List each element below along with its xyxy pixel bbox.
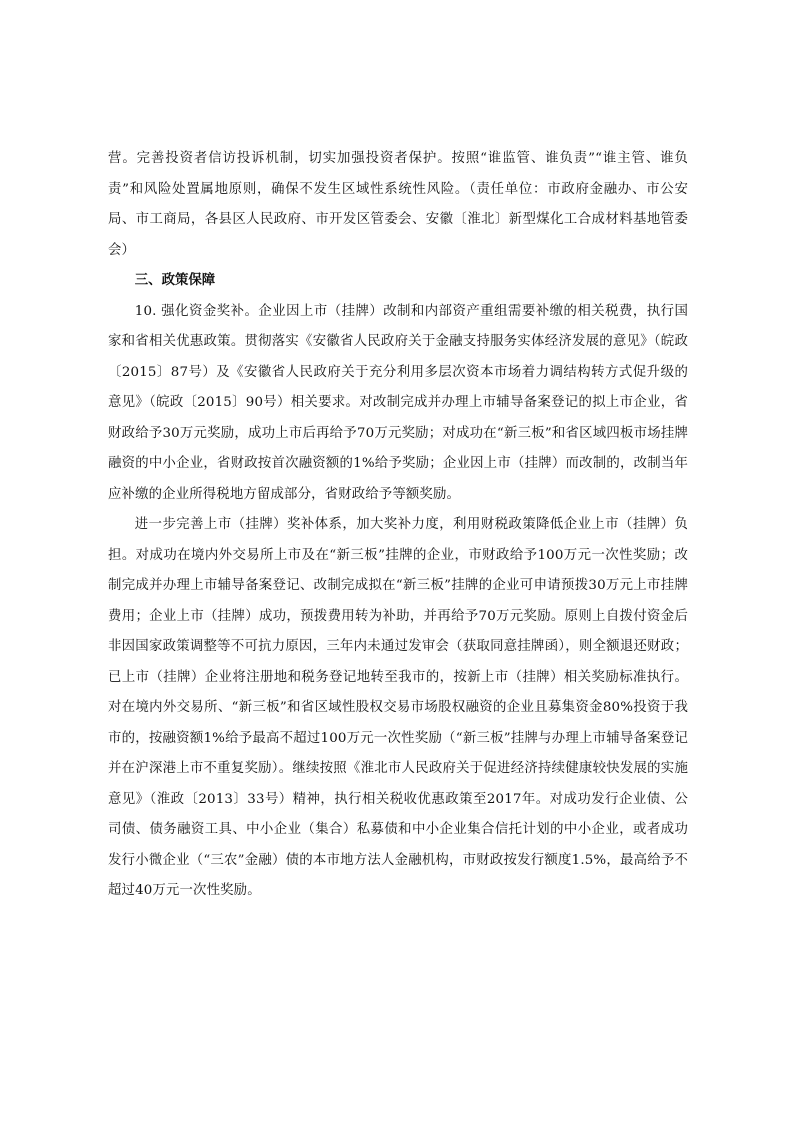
paragraph-continuation: 营。完善投资者信访投诉机制，切实加强投资者保护。按照“谁监管、谁负责”“谁主管、谁负责”和风险处置属地原则，确保不发生区域性系统性风险。（责任单位：市政府金融办、市公安局、市工商局，各县区人民政府、市开发区管委会、安徽〔淮北〕新型煤化工合成材料基地管委会） bbox=[108, 151, 688, 258]
section-heading: 三、政策保障 bbox=[134, 273, 216, 288]
paragraph-reward-system: 进一步完善上市（挂牌）奖补体系，加大奖补力度，利用财税政策降低企业上市（挂牌）负担。对成功在境内外交易所上市及在“新三板”挂牌的企业，市财政给予100万元一次性奖励；改制完成并办理上市辅导备案登记、改制完成拟在“新三板”挂牌的企业可申请预拨30万元上市挂牌费用；企业上市（挂牌）成功，预拨费用转为补助，并再给予70万元奖励。原则上自拨付资金后非因国家政策调整等不可抗力原因，三年内未通过发审会（获取同意挂牌函），则全额退还财政；已上市（挂牌）企业将注册地和税务登记地转至我市的，按新上市（挂牌）相关奖励标准执行。对在境内外交易所、“新三板”和省区域性股权交易市场股权融资的企业且募集资金80%投资于我市的，按融资额1%给予最高不超过100万元一次性奖励（“新三板”挂牌与办理上市辅导备案登记并在沪深港上市不重复奖励）。继续按照《淮北市人民政府关于促进经济持续健康较快发展的实施意见》（淮政〔2013〕33号）精神，执行相关税收优惠政策至2017年。对成功发行企业债、公司债、债务融资工具、中小企业（集合）私募债和中小企业集合信托计划的中小企业，或者成功发行小微企业（“三农”金融）债的本市地方法人金融机构，市财政按发行额度1.5%，最高给予不超过40万元一次性奖励。 bbox=[108, 517, 688, 898]
paragraph-item-10: 10. 强化资金奖补。企业因上市（挂牌）改制和内部资产重组需要补缴的相关税费，执行国家和省相关优惠政策。贯彻落实《安徽省人民政府关于金融支持服务实体经济发展的意见》（皖政〔2015〕87号）及《安徽省人民政府关于充分利用多层次资本市场着力调结构转方式促升级的意见》（皖政〔2015〕90号）相关要求。对改制完成并办理上市辅导备案登记的拟上市企业，省财政给予30万元奖励，成功上市后再给予70万元奖励；对成功在“新三板”和省区域四板市场挂牌融资的中小企业，省财政按首次融资额的1%给予奖励；企业因上市（挂牌）而改制的，改制当年应补缴的企业所得税地方留成部分，省财政给予等额奖励。 bbox=[108, 303, 688, 502]
document-page bbox=[108, 144, 688, 907]
